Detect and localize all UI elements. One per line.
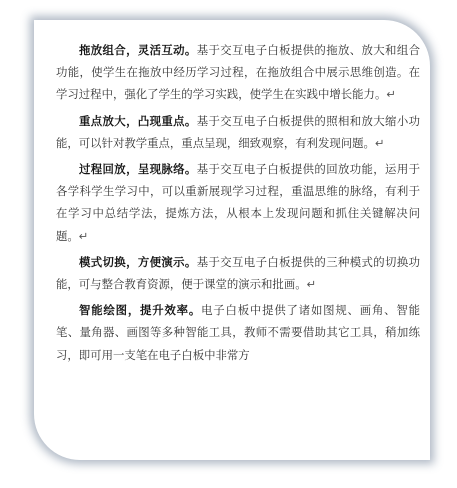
paragraph-mark-icon: ↵: [374, 135, 385, 150]
document-text: [56, 39, 420, 370]
paragraph-mark-icon: ↵: [386, 87, 396, 102]
paragraph-body: 基于交互电子白板提供的三种模式的切换功能，可与整合教育资源，便于课堂的演示和批画。: [56, 254, 420, 292]
paragraph-body: 电子白板中提供了诸如图规、画角、智能笔、量角器、画图等多种智能工具，教师不需要借助其它工具，稍加练习，即可用一支笔在电子白板中非常方: [56, 303, 420, 362]
paragraph-heading: 模式切换，方便演示。: [79, 254, 197, 269]
paragraph-smart-drawing: [56, 299, 420, 366]
paragraph-heading: 智能绘图，提升效率。: [79, 303, 202, 318]
paragraph-mode-switch: [56, 251, 420, 295]
paragraph-heading: 重点放大，凸现重点。: [79, 113, 197, 128]
paragraph-mark-icon: ↵: [306, 277, 317, 292]
paragraph-body: 基于交互电子白板提供的拖放、放大和组合功能，使学生在拖放中经历学习过程，在拖放组合中展示思维创造。在学习过程中，强化了学生的学习实践，使学生在实践中增长能力。: [56, 43, 420, 102]
paragraph-body: 基于交互电子白板提供的照相和放大缩小功能，可以针对教学重点，重点呈现，细致观察，有利发现问题。: [56, 113, 420, 150]
document-card: [34, 20, 430, 460]
paragraph-zoom-focus: [56, 110, 420, 154]
paragraph-heading: 过程回放，呈现脉络。: [79, 162, 197, 177]
paragraph-drag-combine: [56, 39, 420, 106]
paragraph-heading: 拖放组合，灵活互动。: [79, 43, 197, 57]
paragraph-body: 基于交互电子白板提供的回放功能，运用于各学科学生学习中，可以重新展现学习过程，重温思维的脉络，有利于在学习中总结学法，提炼方法，从根本上发现问题和抓住关键解决问题。: [56, 162, 420, 243]
paragraph-mark-icon: ↵: [78, 228, 89, 243]
paragraph-process-replay: [56, 158, 420, 247]
